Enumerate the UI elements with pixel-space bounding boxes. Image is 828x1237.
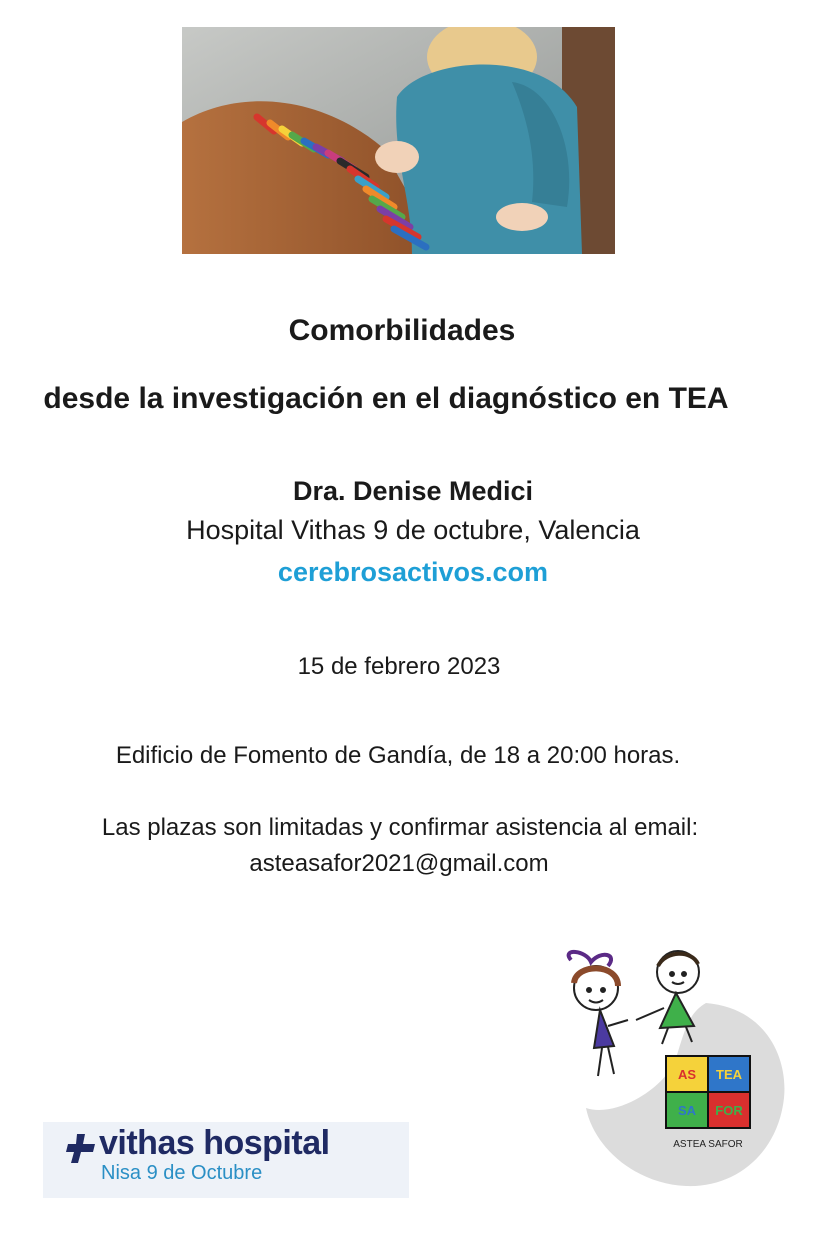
- puzzle-piece-for: FOR: [715, 1103, 743, 1118]
- event-title-line2: desde la investigación en el diagnóstico en TEA: [43, 382, 729, 415]
- vithas-hospital-logo: [43, 1122, 409, 1198]
- speaker-affiliation: Hospital Vithas 9 de octubre, Valencia: [186, 515, 640, 545]
- event-title-line1: Comorbilidades: [288, 314, 516, 347]
- event-date: 15 de febrero 2023: [297, 653, 501, 680]
- event-venue: Edificio de Fomento de Gandía, de 18 a 20:00 horas.: [115, 742, 681, 769]
- header-photo: [182, 27, 615, 254]
- astea-caption: ASTEA SAFOR: [673, 1139, 743, 1150]
- contact-email[interactable]: asteasafor2021@gmail.com: [249, 850, 549, 877]
- puzzle-piece-sa: SA: [677, 1103, 697, 1118]
- puzzle-piece-as: AS: [677, 1067, 697, 1082]
- vithas-cross-icon: [65, 1132, 97, 1164]
- astea-safor-logo: [556, 948, 788, 1188]
- vithas-logo-subtitle: Nisa 9 de Octubre: [101, 1162, 263, 1184]
- registration-note: Las plazas son limitadas y confirmar asistencia al email:: [101, 814, 699, 841]
- website-link[interactable]: cerebrosactivos.com: [277, 557, 549, 587]
- speaker-name: Dra. Denise Medici: [292, 476, 534, 506]
- vithas-logo-name: vithas hospital: [99, 1124, 330, 1162]
- girl-figure: [569, 952, 628, 1076]
- puzzle-piece-tea: TEA: [716, 1067, 742, 1082]
